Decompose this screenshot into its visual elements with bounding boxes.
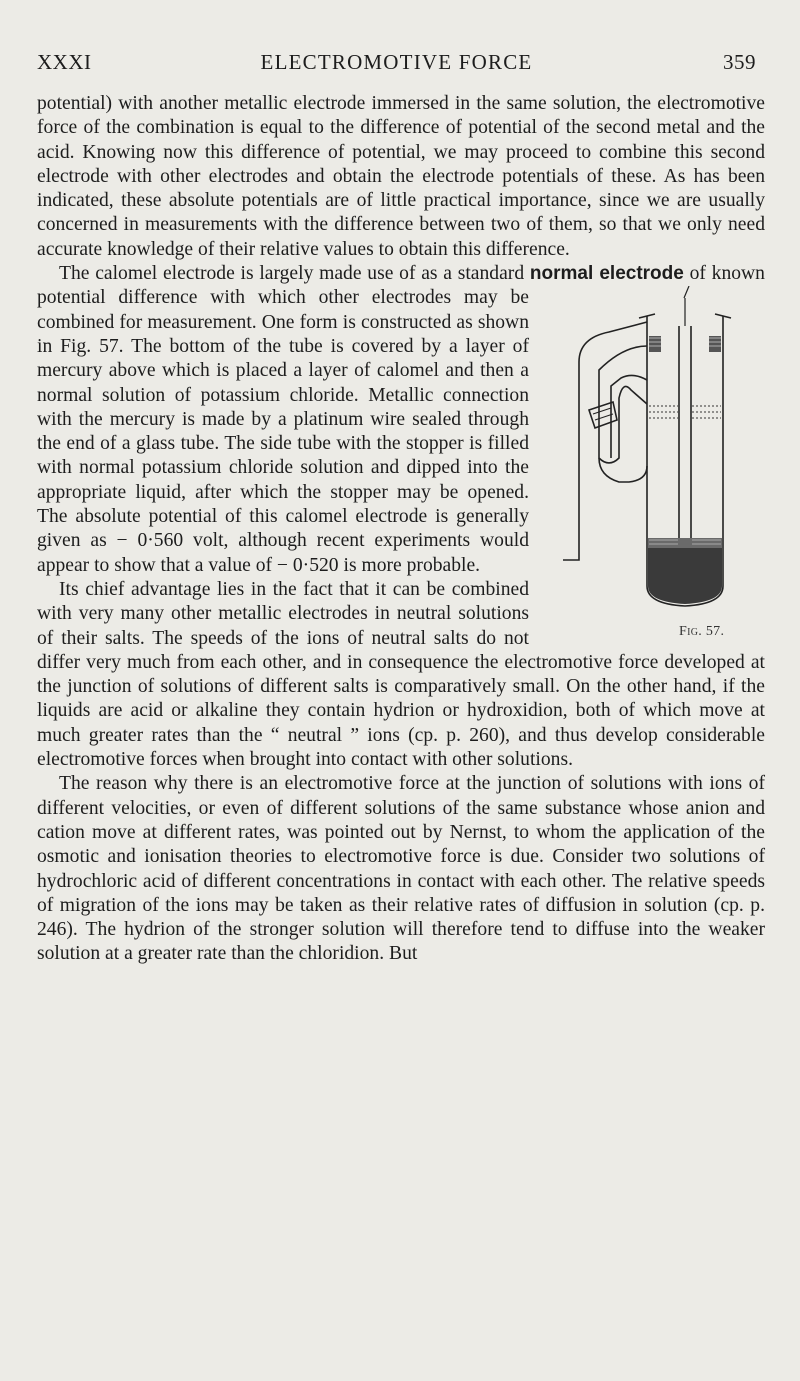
page-number: 359 [723,50,756,74]
figure-caption: Fig. 57. [679,624,725,640]
body-text [37,92,765,967]
paragraph-4: The reason why there is an electromotive force at the junction of solutions with ions of different velocities, or even of different solutions of the same substance whose anion and cation move at different rates, was pointed out by Nernst, to whom the application of the osmotic and ionisation theories to electromotive force is due. Consider two solutions of hydrochloric acid of different concentrations in contact with each other. The relative speeds of migration of the ions may be taken as their relative rates of diffusion in solution (cp. p. 246). The hydrion of the stronger solution will therefore tend to diffuse into the weaker solution at a greater rate than the chloridion. But [37,773,765,965]
chapter-number: XXXI [37,50,92,74]
paragraph-2 [37,262,765,640]
figure-57 [539,286,771,640]
paragraph-2-body: of known potential difference with which other electrodes may be combined for measurement. One form is constructed as shown in Fig. 57. The bottom of the tube is covered by a layer of mercury above which is placed a layer of calomel and then a normal solution of potassium chloride. Metallic connection with the mercury is made by a platinum wire sealed through the end of a glass tube. The side tube with the stopper is filled with normal potassium chloride solution and dipped into the appropriate liquid, after which the stopper may be opened. The absolute potential of this calomel electrode is generally given as − 0·560 volt, although recent experiments would appear to show that a value of − 0·520 is more probable. [37,263,765,576]
running-title: ELECTROMOTIVE FORCE [260,50,533,74]
normal-electrode-term: normal electrode [529,263,684,285]
paragraph-1: potential) with another metallic electrode immersed in the same solution, the electromotive force of the combination is equal to the difference of potential of the second metal and the acid. Knowing now this difference of potential, we may proceed to combine this second electrode with other electrodes and obtain the electrode potentials of these. As has been indicated, these absolute potentials are of little practical importance, since we are usually concerned in measurements with the difference between two of them, so that we only need accurate knowledge of their relative values to obtain this difference. [37,93,765,260]
paragraph-2-lead: The calomel electrode is largely made use of as a standard [59,263,525,285]
running-header [37,50,756,80]
calomel-electrode-illustration [539,286,771,631]
paragraph-3: Its chief advantage lies in the fact that it can be combined with very many other metallic electrodes in neutral solutions of their salts. The speeds of the ions of neutral salts do not differ very much from each other, and in consequence the electromotive force developed at the junction of solutions of different salts is comparatively small. On the other hand, if the liquids are acid or alkaline they contain hydrion or hydroxidion, both of which move at much greater rates than the “ neutral ” ions (cp. p. 260), and thus develop considerable electromotive forces when brought into contact with other solutions. [37,578,765,771]
